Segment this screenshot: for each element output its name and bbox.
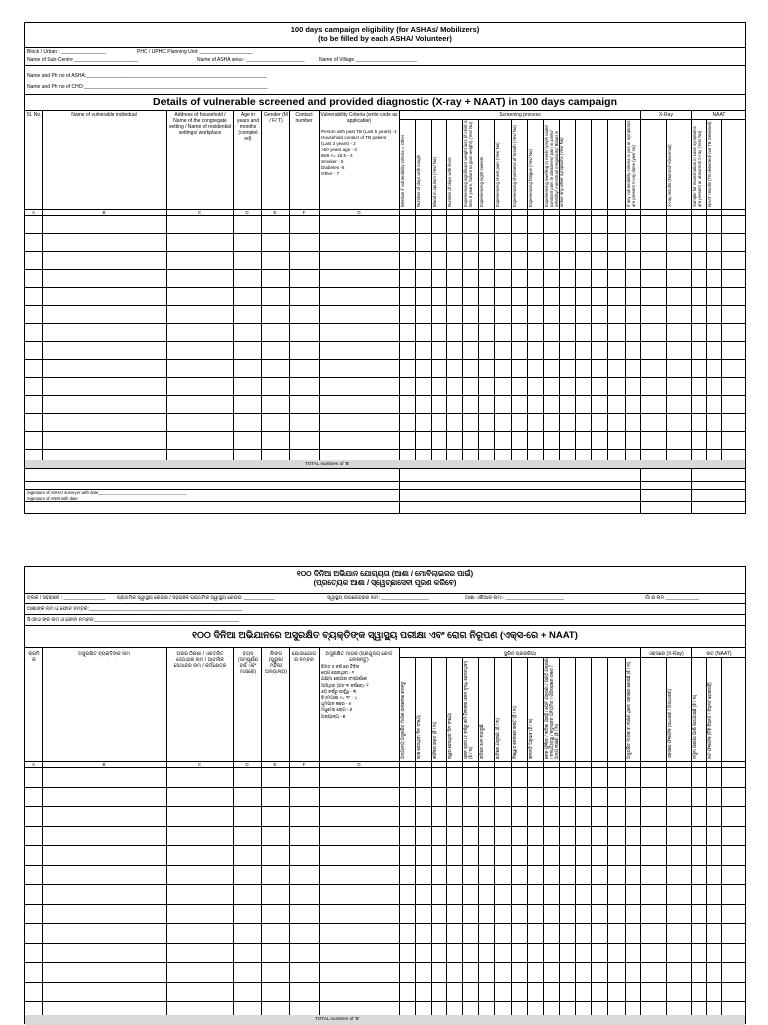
letter-hline xyxy=(25,209,745,210)
grid-vline xyxy=(625,119,626,468)
column-letter: F xyxy=(302,209,306,215)
grid-vline xyxy=(559,119,560,468)
odia-total-label: TOTAL numbers of 'B' xyxy=(315,1016,360,1021)
column-letter: G xyxy=(357,209,361,215)
asha-area-field[interactable]: Name of ASHA area:- _____________________ xyxy=(197,57,305,63)
rotated-header: X-ray results (Normal/ Abnormal) xyxy=(667,144,672,207)
rotated-header: ଛାତିରେ ଯନ୍ତ୍ରଣା (ହଁ / ନା) xyxy=(495,718,500,759)
table-row xyxy=(25,826,745,827)
odia-col-address: ଘରର ଠିକଣା / ଏକତ୍ରିତ ସେଥାନ୍ଦର ନାମ / ଆବାସିକ ସେଥାନ୍ଦର ନାମ / କର୍ମକ୍ଷେତ୍ର xyxy=(173,651,227,669)
column-letter: B xyxy=(102,761,106,767)
odia-col-vuln-criteria: ଅସୁରକ୍ଷିତ ମାପକ (ପ୍ରଯୁଜ୍ୟ କୋଡ ଲେଖନ୍ତୁ) xyxy=(325,651,393,663)
table-row xyxy=(25,1001,745,1002)
grid-vline xyxy=(706,657,707,1025)
block-field[interactable]: Block / Urban : ________________ xyxy=(27,49,106,55)
table-row xyxy=(25,904,745,905)
total-row xyxy=(25,460,745,468)
grid-vline xyxy=(289,110,290,468)
odia-col-xray: ଏକ୍ସରେ (X-Ray) xyxy=(648,651,684,657)
village-field[interactable]: Name of Village ______________________ xyxy=(319,57,417,63)
grid-vline xyxy=(478,657,479,1025)
grid-vline xyxy=(319,647,320,1025)
column-letter: C xyxy=(197,209,202,215)
table-row xyxy=(25,982,745,983)
table-row xyxy=(25,787,745,788)
table-row xyxy=(25,251,745,252)
table-row xyxy=(25,943,745,944)
form-title-line2: (to be filled by each ASHA/ Volunteer) xyxy=(318,34,452,43)
odia-col-name: ଅସୁରକ୍ଷିତ ବ୍ୟକ୍ତିଙ୍କ ନାମ xyxy=(78,651,130,657)
odia-col-vuln-codes: ବିଗତ ୫ ବର୍ଷ ରେ ଟିବିର ରୋଗ ହୋଇଥିବା - ୧ ଯକ୍ଷ୍ମା ରୋଗୀର ସଂସ୍ପର୍ଶରେ ଆସିଥିବା (ଗତ ୩ ବର୍ଷରେ)- ୨ ୬୦ ବର୍ଷରୁ ଉର୍ଦ୍ଧ୍ୱ - ୩ ବିଏମଆଇ <= ୧୮ - ୪ ଧୂମପାନ କରେ - ୫ ମଧୁମେହ ରୋଗ - ୬ ଅନ୍ୟାନ୍ୟ - ୭ xyxy=(321,664,369,719)
rotated-header: କ୍ଲାନ୍ତି ଅନୁଭବ (ହଁ / ନା) xyxy=(528,718,533,759)
odia-block-field[interactable]: ବ୍ଲକ / ସହରାଞ୍ଚଳ : _______________ xyxy=(27,595,106,601)
form-title xyxy=(25,25,745,43)
column-letter: B xyxy=(102,209,106,215)
table-row xyxy=(25,806,745,807)
col-xray: X-Ray xyxy=(659,112,673,118)
letter-hline xyxy=(25,215,745,216)
rotated-header: ଓଜନ ହ୍ରାସ (୫ ବର୍ଷରୁ କମ ପିଲାଙ୍କ ଓଜନ ବୃଦ୍ଧି ହେଉନଥିବା) (ହଁ / ନା) xyxy=(463,660,473,759)
table-row xyxy=(25,845,745,846)
grid-vline xyxy=(399,647,400,1025)
english-form xyxy=(24,22,746,514)
grid-vline xyxy=(511,657,512,1025)
anm-signature[interactable]: Signature of ANM with date xyxy=(27,496,78,501)
table-row xyxy=(25,501,745,502)
table-row xyxy=(25,865,745,866)
table-row xyxy=(25,468,745,469)
column-letter: A xyxy=(31,761,35,767)
rotated-header: Mention if vulnerability criteria = Other xyxy=(400,134,405,207)
grid-vline xyxy=(721,119,722,468)
grid-vline xyxy=(625,657,626,1025)
grid-vline xyxy=(575,657,576,1025)
odia-asha-phone-field[interactable]: ଆଶାଙ୍କ ନାମ ଓ ଫୋନ ନମ୍ବର:_______________________________________________________ xyxy=(27,606,242,612)
col-name: Name of vulnerable individual xyxy=(71,112,137,118)
odia-form-title-line2: (ପ୍ରତ୍ୟେକ ଆଶା / ସ୍ୱେଚ୍ଛାସେବୀ ପୂରଣ କରିବେ) xyxy=(313,578,457,587)
rotated-header: କଫରେ ରକ୍ତ (ହଁ / ନା) xyxy=(432,722,437,759)
rotated-header: ଅସୁରକ୍ଷିତ ମାପକ ବା ଲକ୍ଷଣ ଥିଲେ ଏକ୍ସରେ ହୋଇଛି (ହଁ / ନା) xyxy=(626,661,631,759)
rotated-header: Sample for examination in case symptoms are present or abnormal X-ray (Yes/ No) xyxy=(692,126,702,207)
col-sl: Sl. No. xyxy=(26,112,42,118)
table-row xyxy=(25,359,745,360)
table-row xyxy=(25,377,745,378)
table-row xyxy=(25,269,745,270)
grid-vline xyxy=(559,657,560,1025)
grid-vline xyxy=(666,119,667,468)
odia-col-screening: ସ୍କ୍ରିନ ପ୍ରକ୍ରିୟା xyxy=(503,651,537,657)
rotated-header: Number of days with cough xyxy=(416,154,421,207)
grid-vline xyxy=(691,110,692,468)
table-row xyxy=(25,305,745,306)
rotated-header: Number of days with fever xyxy=(447,157,452,207)
odia-phc-field[interactable]: ପ୍ରାଥମିକ ସ୍ୱାସ୍ଥ୍ୟ କେନ୍ଦ୍ର / ସହରାଞ୍ଚଳ ପ୍ରାଥମିକ ସ୍ୱାସ୍ଥ୍ୟ କେନ୍ଦ୍ର: ___________ xyxy=(117,595,275,601)
column-letter: A xyxy=(31,209,35,215)
grid-vline xyxy=(319,110,320,468)
grid-vline xyxy=(706,119,707,468)
letter-hline xyxy=(25,767,745,768)
col-vuln-codes: Person with past TB (Last 5 years) -1 Household contact of TB patient (Last 3 years) - 2 >60 years age - 3 BMI <= 18.5 - 4 Smoker - 5 Diabetes -6 Other - 7 xyxy=(321,129,397,176)
odia-form xyxy=(24,566,746,1024)
grid-vline xyxy=(462,119,463,468)
odia-section-title: ୧୦୦ ଦିନିଆ ଅଭିଯାନରେ ଅସୁରକ୍ଷିତ ବ୍ୟକ୍ତିଙ୍କ ସ୍ୱାସ୍ଥ୍ୟ ପରୀକ୍ଷା ଏବଂ ରୋଗ ନିରୂପଣ (ଏକ୍ସ-ରେ + NAAT) xyxy=(192,630,578,641)
subcentre-field[interactable]: Name of Sub-Centre _______________________ xyxy=(27,57,139,63)
form-title-line1: 100 days campaign eligibility (for ASHAs/ Mobilizers) xyxy=(290,25,480,34)
odia-col-naat: ନାଟ (NAAT) xyxy=(706,651,732,657)
grid-vline xyxy=(527,657,528,1025)
rotated-header: ଜ୍ୱର ହେଉଥିବା ଦିନ ସଂଖ୍ୟା xyxy=(447,713,452,759)
signature-vline xyxy=(399,468,400,514)
column-letter: E xyxy=(273,761,277,767)
rotated-header: ରାତିରେ ଝାଳ ବାହାରୁଛି xyxy=(479,724,484,759)
col-address: Address of household / Name of the congregate setting / Name of residential settings/ workplace xyxy=(169,112,231,136)
column-letter: D xyxy=(245,209,249,215)
odia-subcentre-field[interactable]: ସ୍ୱାସ୍ଥ୍ୟ ଉପକେନ୍ଦ୍ରର ନାମ: _________________ xyxy=(327,595,429,601)
table-row xyxy=(25,962,745,963)
table-row xyxy=(25,413,745,414)
rotated-header: ବେକ ଫୁଲିବା / ଲସିକା ଗ୍ରନ୍ଥି / ପେଟ ଯନ୍ତ୍ରଣା / ଗଣ୍ଠି ଯନ୍ତ୍ରଣା / ବନ୍ଧ୍ୟାତ୍ୱ / ଋତୁସ୍ରାବ ଅନିୟମିତ / ପରିସ୍ରାରେ ରକ୍ତ / ଅନ୍ୟ ଲକ୍ଷଣ (ହଁ / ନା) xyxy=(544,657,559,759)
table-row xyxy=(25,395,745,396)
grid-vline xyxy=(543,657,544,1025)
column-letter: F xyxy=(302,761,306,767)
grid-vline xyxy=(607,119,608,468)
cho-phone-field[interactable]: Name and Ph no of CHO:__________________________________________________________________ xyxy=(27,84,268,90)
group-hline xyxy=(399,119,745,120)
grid-vline xyxy=(166,110,167,468)
column-letter: G xyxy=(357,761,361,767)
grid-vline xyxy=(494,119,495,468)
rotated-header: Experiencing shortness of breath (Yes/ No) xyxy=(512,125,517,207)
rotated-header: Experiencing significant weight loss (if child is less 5 years, failure to gain weight) (Yes/ No) xyxy=(463,120,473,207)
phc-field[interactable]: PHC / UPHC Planning Unit: ___________________ xyxy=(137,49,253,55)
grid-vline xyxy=(591,657,592,1025)
table-row xyxy=(25,431,745,432)
rotated-header: କାଶ ହେଉଥିବା ଦିନ ସଂଖ୍ୟା xyxy=(416,715,421,759)
rotated-header: If any vulnerability criteria is yes or symptoms are present X-ray done (yes/ no) xyxy=(626,120,636,207)
grid-vline xyxy=(575,119,576,468)
grid-vline xyxy=(446,119,447,468)
rotated-header: ନିଶ୍ୱାସ ନେବାରେ କଷ୍ଟ (ହଁ / ନା) xyxy=(512,706,517,759)
rotated-header: Experiencing fatigue (Yes/ No) xyxy=(528,149,533,207)
grid-vline xyxy=(42,647,43,1025)
col-vuln-criteria: Vulnerability Criteria (write code as applicable) xyxy=(320,112,398,124)
rotated-header: Experiencing swelling in neck/ lymph node/ constant pain in abdomen/ pain in joints/ infertility/ menstrual irregularity/ Blood in urine/ any other symptoms (Yes/ No) xyxy=(544,125,564,207)
grid-vline xyxy=(446,657,447,1025)
grid-vline xyxy=(42,110,43,468)
odia-col-contact: ଯୋଗାଯୋଗ ର ନମ୍ବର xyxy=(291,651,317,663)
grid-vline xyxy=(431,119,432,468)
odia-col-sl: କ୍ରମି କ xyxy=(28,651,40,663)
odia-col-gender: ଲିଙ୍ଗ (ପୁରୁଷ/ ମହିଳା/ ଅନ୍ୟାନ୍ୟ) xyxy=(265,651,287,675)
table-row xyxy=(25,323,745,324)
rotated-header: Blood in sputum (Yes/ No) xyxy=(432,157,437,207)
rotated-header: Experiencing chest pain (Yes/ No) xyxy=(495,142,500,207)
col-contact: Contact number xyxy=(295,112,313,124)
grid-vline xyxy=(511,119,512,468)
signature-vline xyxy=(640,468,641,514)
grid-vline xyxy=(640,647,641,1025)
grid-vline xyxy=(591,119,592,468)
grid-vline xyxy=(543,119,544,468)
grid-vline xyxy=(415,657,416,1025)
grid-vline xyxy=(431,657,432,1025)
grid-vline xyxy=(289,647,290,1025)
grid-vline xyxy=(415,119,416,468)
grid-vline xyxy=(666,657,667,1025)
table-row xyxy=(25,287,745,288)
grid-vline xyxy=(233,647,234,1025)
column-letter: E xyxy=(273,209,277,215)
grid-vline xyxy=(166,647,167,1025)
odia-cho-phone-field[interactable]: ସିଏଚଓ ଙ୍କ ନାମ ଓ ଫୋନ ନମ୍ବର:____________________________________________________ xyxy=(27,617,240,623)
rotated-header: ନମୁନା ପରୀକ୍ଷା ପାଇଁ ପଠାଯାଇଛି (ହଁ / ନା) xyxy=(692,694,697,759)
section-title: Details of vulnerable screened and provided diagnostic (X-ray + NAAT) in 100 days campaign xyxy=(153,96,617,108)
col-screening: Screening process xyxy=(499,112,541,118)
grid-vline xyxy=(607,657,608,1025)
signature-vline xyxy=(691,468,692,514)
col-gender: Gender (M / F/ T) xyxy=(264,112,288,124)
grid-vline xyxy=(691,647,692,1025)
grid-vline xyxy=(721,657,722,1025)
total-label: TOTAL numbers of 'B' xyxy=(305,461,350,466)
grid-vline xyxy=(478,119,479,468)
table-row xyxy=(25,923,745,924)
col-age: Age in years and months (complet ed) xyxy=(237,112,259,142)
rotated-header: ନାଟ ଫଳାଫଳ (ଟିବି ଚିହ୍ନଟ / ଚିହ୍ନଟ ହୋଇନାହିଁ) xyxy=(707,682,712,759)
asha-phone-field[interactable]: Name and Ph no of ASHA:_________________________________________________________________ xyxy=(27,73,267,79)
rotated-header: ଏକ୍ସରେ ଫଳାଫଳ (ସାଧାରଣ / ଅସାଧାରଣ) xyxy=(667,689,672,759)
odia-asha-area-field[interactable]: ଆଶା ଏରିଆର ନାମ:- _____________________ xyxy=(465,595,565,601)
column-letter: C xyxy=(197,761,202,767)
col-naat: NAAT xyxy=(712,112,726,118)
asha-signature[interactable]: Signature of ASHA/ surveyer with date______________________________________ xyxy=(27,490,187,495)
table-row xyxy=(25,481,745,482)
grid-vline xyxy=(261,110,262,468)
grid-vline xyxy=(233,110,234,468)
rotated-header: NAAT results (TB detected/ not TB Detected) xyxy=(707,121,712,207)
table-row xyxy=(25,233,745,234)
table-row xyxy=(25,341,745,342)
odia-form-title-line1: ୧୦୦ ଦିନିଆ ଅଭିଯାନ ଯୋଗ୍ୟତା (ଆଶା / ମୋବିଲାଇଜର ପାଇଁ) xyxy=(296,569,474,578)
grid-vline xyxy=(399,110,400,468)
odia-form-title xyxy=(25,569,745,587)
grid-vline xyxy=(261,647,262,1025)
group-hline xyxy=(399,657,745,658)
grid-vline xyxy=(462,657,463,1025)
rotated-header: ଅନ୍ୟାନ୍ୟ ଅସୁରକ୍ଷିତ ମାପକ ଉଲ୍ଲେଖ କରନ୍ତୁ xyxy=(400,681,405,759)
grid-vline xyxy=(527,119,528,468)
column-letter: D xyxy=(245,761,249,767)
table-row xyxy=(25,884,745,885)
grid-vline xyxy=(494,657,495,1025)
table-row xyxy=(25,449,745,450)
letter-hline xyxy=(25,761,745,762)
odia-village-field[interactable]: ଗାଁ ର ନାମ ____________ xyxy=(645,595,700,601)
rotated-header: Experiencing night sweats xyxy=(479,157,484,207)
grid-vline xyxy=(640,110,641,468)
odia-col-age: ବୟସ (ସମ୍ପୂର୍ଣ୍ଣ ବର୍ଷ ଏବଂ ମାସରେ) xyxy=(238,651,258,675)
